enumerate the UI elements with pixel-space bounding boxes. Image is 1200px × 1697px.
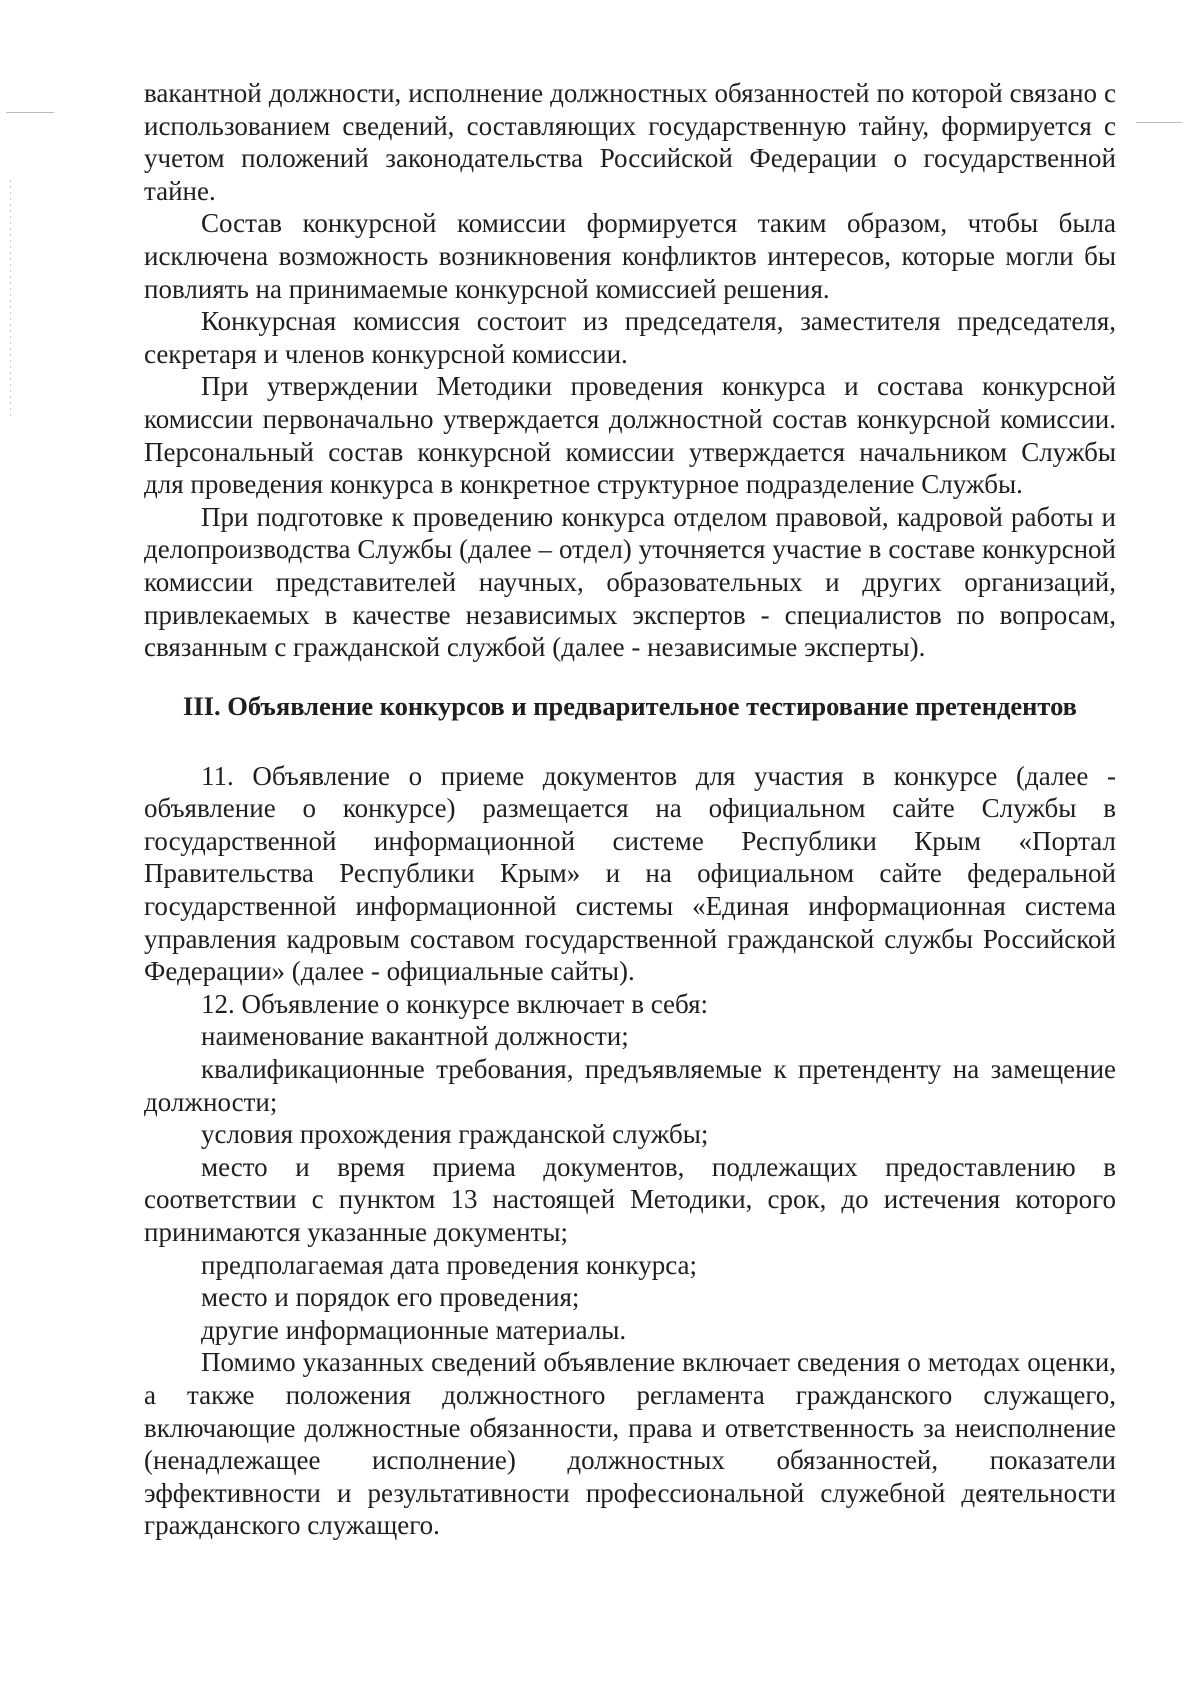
paragraph: 11. Объявление о приеме документов для участия в конкурсе (далее - объявление о конкурсе) размещается на официальном сайте Службы в государственной информационной системе Республики Крым «Портал Правительства Республики Крым» и на официальном сайте федеральной государственной информационной системы «Единая информационная система управления кадровым составом государственной гражданской службы Российской Федерации» (далее - официальные сайты). [144, 760, 1116, 987]
scan-artifact-right [1136, 122, 1182, 123]
list-item: предполагаемая дата проведения конкурса; [201, 1249, 698, 1280]
list-item: квалификационные требования, предъявляемые к претенденту на замещение должности; [144, 1054, 1116, 1117]
list-item: другие информационные материалы. [201, 1314, 627, 1345]
spacer [144, 722, 1116, 760]
list-item: место и порядок его проведения; [201, 1282, 580, 1313]
list-item: условия прохождения гражданской службы; [201, 1119, 709, 1150]
scan-artifact-left [6, 112, 54, 113]
section-heading: III. Объявление конкурсов и предварительное тестирование претендентов [183, 690, 1077, 721]
paragraph: При утверждении Методики проведения конкурса и состава конкурсной комиссии первоначально утверждается должностной состав конкурсной комиссии. Персональный состав конкурсной комиссии утверждается начальником Службы для проведения конкурса в конкретное структурное подразделение Службы. [144, 371, 1116, 500]
paragraph: Состав конкурсной комиссии формируется таким образом, чтобы была исключена возможность возникновения конфликтов интересов, которые могли бы повлиять на принимаемые конкурсной комиссией решения. [144, 208, 1116, 304]
list-item: место и время приема документов, подлежащих предоставлению в соответствии с пунктом 13 настоящей Методики, срок, до истечения которого принимаются указанные документы; [144, 1151, 1116, 1247]
paragraph: вакантной должности, исполнение должностных обязанностей по которой связано с использованием сведений, составляющих государственную тайну, формируется с учетом положений законодательства Российской Федерации о государственной тайне. [144, 78, 1116, 206]
scan-artifact-dots [10, 180, 11, 420]
spacer [144, 664, 1116, 690]
list-item: наименование вакантной должности; [201, 1021, 629, 1052]
paragraph: При подготовке к проведению конкурса отделом правовой, кадровой работы и делопроизводства Службы (далее – отдел) уточняется участие в составе конкурсной комиссии представителей научных, образовательных и других организаций, привлекаемых в качестве независимых экспертов - специалистов по вопросам, связанным с гражданской службой (далее - независимые эксперты). [144, 501, 1116, 663]
paragraph: Помимо указанных сведений объявление включает сведения о методах оценки, а также положения должностного регламента гражданского служащего, включающие должностные обязанности, права и ответственность за неисполнение (ненадлежащее исполнение) должностных обязанностей, показатели эффективности и результативности профессиональной служебной деятельности гражданского служащего. [144, 1347, 1116, 1541]
paragraph: Конкурсная комиссия состоит из председателя, заместителя председателя, секретаря и членов конкурсной комиссии. [144, 306, 1116, 369]
document-body [144, 77, 1116, 1542]
paragraph: 12. Объявление о конкурсе включает в себя: [201, 988, 709, 1019]
